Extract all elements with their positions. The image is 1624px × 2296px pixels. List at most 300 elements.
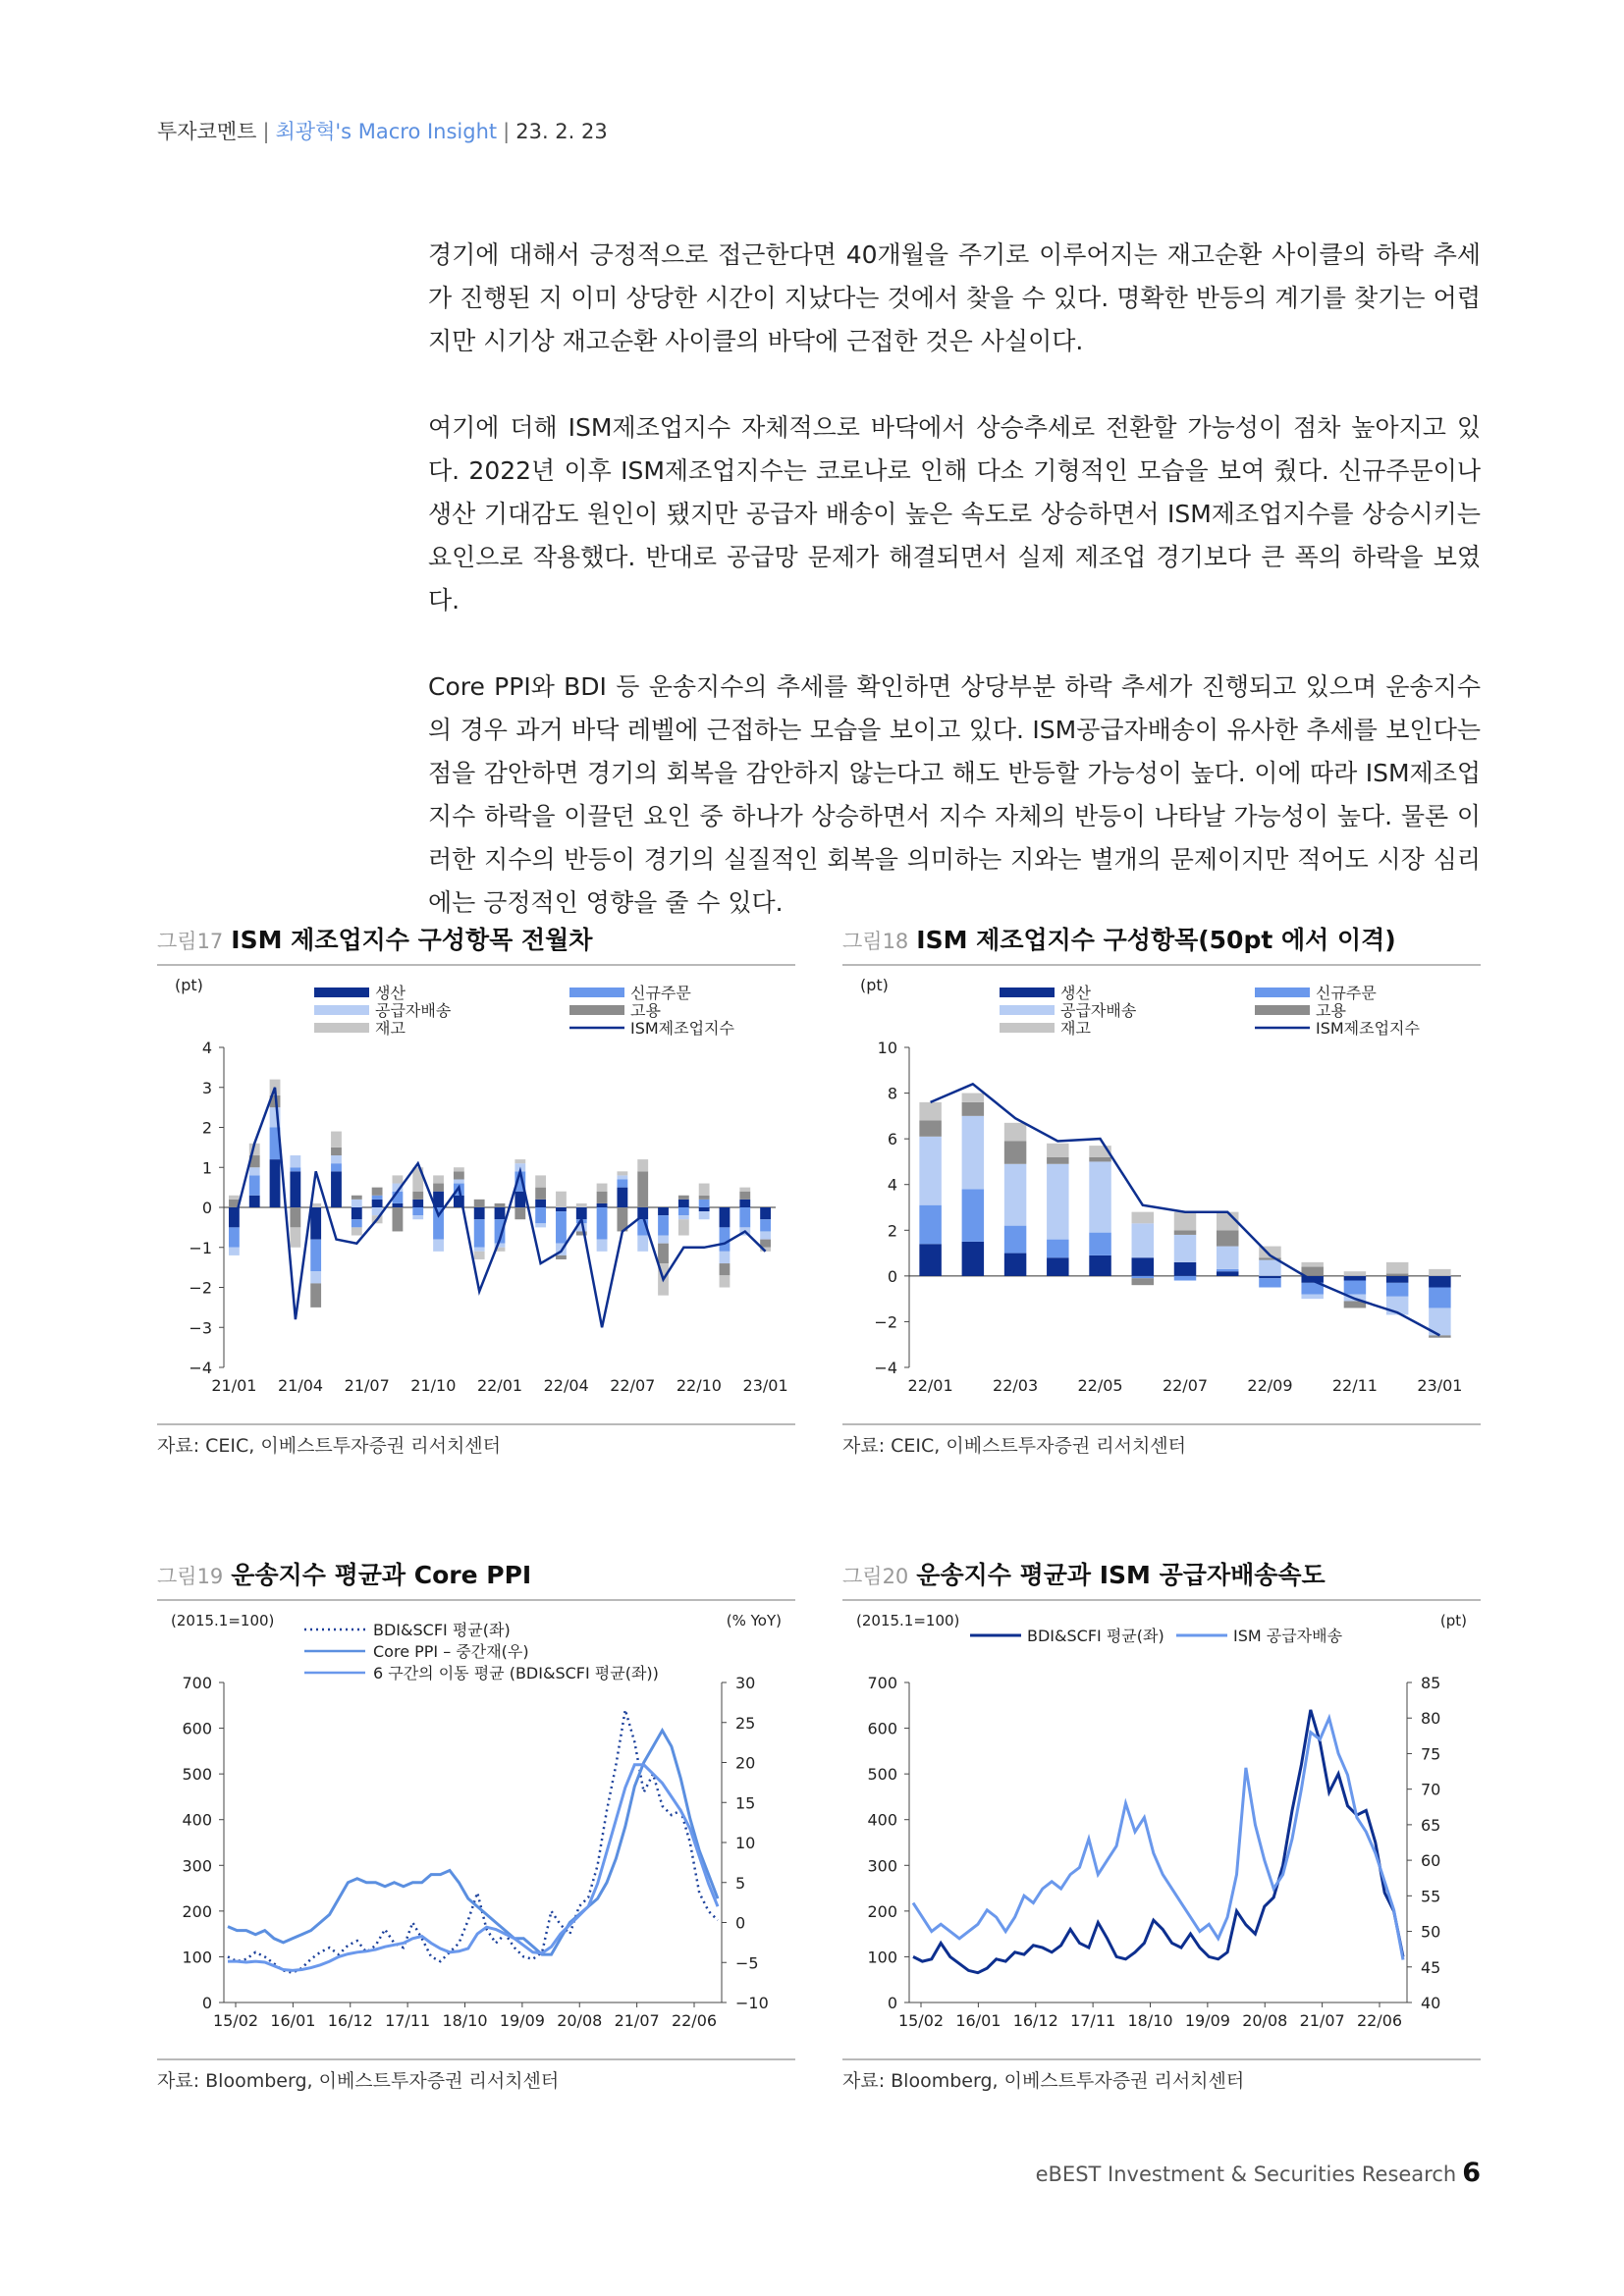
bar-신규주문 [1217, 1269, 1238, 1271]
bar-신규주문 [229, 1227, 240, 1247]
bar-고용 [658, 1244, 669, 1263]
y-tick-label: 0 [887, 1266, 897, 1286]
bar-생산 [1174, 1262, 1196, 1276]
legend-swatch [569, 988, 624, 997]
bar-공급자배송 [1004, 1164, 1026, 1226]
x-tick-label: 21/07 [1299, 2011, 1345, 2030]
y-left-tick-label: 200 [867, 1901, 897, 1921]
bar-재고 [1301, 1262, 1323, 1267]
bar-생산 [1132, 1257, 1154, 1276]
bar-신규주문 [535, 1207, 546, 1223]
bar-공급자배송 [1301, 1294, 1323, 1299]
figure-17-chart [157, 967, 795, 1418]
figure-17-source: 자료: CEIC, 이베스트투자증권 리서치센터 [157, 1423, 795, 1458]
bar-재고 [474, 1252, 485, 1259]
figure-19-number: 그림19 [157, 1565, 224, 1588]
bar-재고 [617, 1171, 627, 1175]
bar-공급자배송 [290, 1155, 300, 1167]
y-left-tick-label: 100 [182, 1948, 212, 1967]
bar-공급자배송 [658, 1236, 669, 1244]
bar-신규주문 [1174, 1276, 1196, 1281]
bar-고용 [962, 1102, 984, 1116]
bar-생산 [270, 1159, 281, 1207]
bar-고용 [1089, 1157, 1110, 1162]
legend-swatch [314, 1023, 369, 1033]
bar-재고 [919, 1102, 941, 1121]
bar-재고 [1047, 1144, 1068, 1157]
bar-고용 [474, 1200, 485, 1207]
bar-고용 [1386, 1274, 1408, 1276]
figure-17-number: 그림17 [157, 930, 224, 953]
bar-신규주문 [474, 1219, 485, 1248]
x-tick-label: 17/11 [385, 2011, 431, 2030]
figure-20-chart [842, 1602, 1481, 2054]
bar-생산 [678, 1200, 689, 1207]
bar-신규주문 [1089, 1233, 1110, 1255]
bar-공급자배송 [474, 1248, 485, 1252]
legend-label: Core PPI – 중간재(우) [373, 1642, 529, 1661]
y-axis-unit: (pt) [175, 976, 203, 994]
paragraph-2: 여기에 더해 ISM제조업지수 자체적으로 바닥에서 상승추세로 전환할 가능성이 점차 높아지고 있다. 2022년 이후 ISM제조업지수는 코로나로 인해 다소 기형적인 모습을 보여 줬다. 신규주문이나 생산 기대감도 원인이 됐지만 공급자 배송이 높은 속도로 상승하면서 ISM제조업지수를 상승시키는 요인으로 작용했다. 반대로 공급망 문제가 해결되면서 실제 제조업 경기보다 큰 폭의 하락을 보였다. [428, 413, 1481, 614]
x-tick-label: 22/09 [1247, 1376, 1293, 1395]
bar-생산 [474, 1207, 485, 1219]
bar-공급자배송 [229, 1248, 240, 1255]
x-tick-label: 22/07 [610, 1376, 656, 1395]
bar-재고 [1004, 1123, 1026, 1142]
bar-생산 [658, 1207, 669, 1215]
y-right-tick-label: 20 [735, 1753, 756, 1773]
y-tick-label: 6 [887, 1130, 897, 1149]
header-category: 투자코멘트 [157, 120, 257, 143]
legend-label: ISM제조업지수 [1316, 1019, 1420, 1038]
bar-생산 [352, 1207, 362, 1219]
bar-고용 [637, 1171, 648, 1207]
figure-19-title [157, 1556, 795, 1601]
bar-고용 [1132, 1278, 1154, 1285]
y-left-tick-label: 500 [867, 1765, 897, 1785]
legend-label: 신규주문 [630, 984, 691, 1002]
y-right-unit: (% YoY) [726, 1612, 782, 1629]
legend-label: 신규주문 [1316, 984, 1377, 1002]
bar-재고 [352, 1227, 362, 1235]
bar-신규주문 [919, 1205, 941, 1245]
figure-18-source: 자료: CEIC, 이베스트투자증권 리서치센터 [842, 1423, 1481, 1458]
bar-고용 [556, 1255, 567, 1259]
bar-고용 [1174, 1230, 1196, 1235]
x-tick-label: 15/02 [212, 2011, 259, 2030]
x-tick-label: 21/07 [344, 1376, 390, 1395]
bar-고용 [1217, 1230, 1238, 1246]
bar-생산 [1089, 1255, 1110, 1276]
x-tick-label: 22/05 [1077, 1376, 1123, 1395]
legend-label: BDI&SCFI 평균(좌) [1027, 1627, 1164, 1645]
y-tick-label: 0 [201, 1199, 212, 1217]
bar-고용 [433, 1184, 444, 1192]
y-right-tick-label: −10 [735, 1994, 769, 2012]
y-left-tick-label: 400 [182, 1810, 212, 1830]
page-number: 6 [1462, 2158, 1481, 2188]
y-right-tick-label: 75 [1421, 1744, 1441, 1764]
bar-공급자배송 [535, 1223, 546, 1227]
y-left-tick-label: 600 [182, 1719, 212, 1738]
line-series-0 [913, 1710, 1403, 1973]
bar-신규주문 [1429, 1288, 1450, 1308]
legend-label: 고용 [1316, 1001, 1346, 1020]
bar-공급자배송 [678, 1215, 689, 1219]
figure-20-number: 그림20 [842, 1565, 909, 1588]
bar-재고 [393, 1175, 404, 1183]
x-tick-label: 22/04 [543, 1376, 589, 1395]
y-tick-label: 3 [201, 1078, 212, 1097]
bar-신규주문 [597, 1207, 608, 1240]
bar-재고 [678, 1219, 689, 1235]
bar-고용 [1047, 1157, 1068, 1164]
bar-생산 [412, 1200, 423, 1207]
y-right-tick-label: 15 [735, 1793, 756, 1813]
y-left-tick-label: 200 [182, 1901, 212, 1921]
bar-재고 [290, 1227, 300, 1247]
bar-고용 [514, 1207, 525, 1219]
bar-생산 [249, 1196, 260, 1207]
bar-고용 [678, 1196, 689, 1200]
bar-생산 [495, 1207, 506, 1219]
bar-생산 [597, 1203, 608, 1207]
bar-생산 [1386, 1276, 1408, 1283]
bar-재고 [720, 1275, 731, 1287]
x-tick-label: 18/10 [1127, 2011, 1173, 2030]
figure-17-title [157, 921, 795, 966]
y-right-tick-label: 45 [1421, 1957, 1441, 1977]
y-left-unit: (2015.1=100) [171, 1612, 275, 1629]
x-tick-label: 22/10 [676, 1376, 722, 1395]
bar-재고 [576, 1203, 587, 1207]
bar-생산 [535, 1200, 546, 1207]
bar-생산 [617, 1188, 627, 1207]
bar-재고 [739, 1188, 750, 1192]
figure-19-title-text: 운송지수 평균과 Core PPI [231, 1561, 532, 1589]
bar-고용 [393, 1207, 404, 1231]
bar-공급자배송 [1047, 1164, 1068, 1240]
bar-신규주문 [617, 1179, 627, 1187]
y-left-tick-label: 0 [201, 1994, 212, 2012]
figure-18-number: 그림18 [842, 930, 909, 953]
bar-신규주문 [290, 1167, 300, 1171]
bar-신규주문 [658, 1215, 669, 1235]
bar-공급자배송 [1174, 1235, 1196, 1262]
bar-생산 [1429, 1276, 1450, 1288]
bar-재고 [1429, 1269, 1450, 1276]
bar-생산 [310, 1207, 321, 1240]
x-tick-label: 20/08 [1242, 2011, 1288, 2030]
bar-공급자배송 [637, 1236, 648, 1252]
bar-공급자배송 [249, 1167, 260, 1175]
x-tick-label: 22/06 [1356, 2011, 1403, 2030]
x-tick-label: 21/01 [211, 1376, 257, 1395]
bar-신규주문 [962, 1189, 984, 1242]
bar-고용 [1429, 1335, 1450, 1337]
x-tick-label: 22/03 [993, 1376, 1039, 1395]
y-right-unit: (pt) [1439, 1612, 1467, 1629]
bar-고용 [412, 1192, 423, 1200]
bar-생산 [1217, 1271, 1238, 1276]
bar-고용 [699, 1196, 710, 1200]
bar-재고 [699, 1184, 710, 1196]
bar-고용 [720, 1263, 731, 1275]
legend-label: 6 구간의 이동 평균 (BDI&SCFI 평균(좌)) [373, 1664, 659, 1682]
y-tick-label: 4 [887, 1175, 897, 1195]
bar-공급자배송 [760, 1231, 771, 1239]
y-left-tick-label: 600 [867, 1719, 897, 1738]
figure-20-title-text: 운송지수 평균과 ISM 공급자배송속도 [916, 1561, 1326, 1589]
y-right-tick-label: 0 [735, 1913, 746, 1933]
bar-고용 [290, 1207, 300, 1227]
legend-swatch [569, 1005, 624, 1015]
y-tick-label: −1 [189, 1238, 212, 1257]
bar-신규주문 [249, 1175, 260, 1195]
bar-신규주문 [1047, 1240, 1068, 1258]
y-left-tick-label: 700 [182, 1674, 212, 1692]
bar-공급자배송 [331, 1155, 342, 1163]
page-header: 투자코멘트 | 최광혁's Macro Insight | 23. 2. 23 [157, 120, 608, 143]
bar-재고 [514, 1159, 525, 1163]
x-tick-label: 22/06 [671, 2011, 718, 2030]
bar-생산 [962, 1242, 984, 1276]
legend-label: 생산 [1060, 984, 1091, 1002]
y-left-unit: (2015.1=100) [856, 1612, 960, 1629]
bar-고용 [372, 1188, 383, 1196]
bar-고용 [919, 1121, 941, 1137]
x-tick-label: 16/12 [327, 2011, 373, 2030]
bar-생산 [720, 1207, 731, 1227]
bar-공급자배송 [1259, 1260, 1280, 1276]
bar-생산 [1047, 1257, 1068, 1276]
x-tick-label: 17/11 [1070, 2011, 1116, 2030]
bar-공급자배송 [720, 1252, 731, 1263]
bar-재고 [637, 1159, 648, 1171]
y-right-tick-label: −5 [735, 1953, 759, 1973]
bar-고용 [331, 1148, 342, 1155]
bar-생산 [372, 1200, 383, 1207]
bar-신규주문 [678, 1207, 689, 1215]
bar-고용 [597, 1192, 608, 1203]
bar-생산 [739, 1200, 750, 1207]
legend-swatch [1255, 1005, 1310, 1015]
bar-신규주문 [1004, 1226, 1026, 1254]
legend-label: 생산 [375, 984, 406, 1002]
line-series-2 [228, 1765, 718, 1971]
y-left-tick-label: 100 [867, 1948, 897, 1967]
bar-고용 [535, 1188, 546, 1200]
x-tick-label: 20/08 [557, 2011, 603, 2030]
y-right-tick-label: 25 [735, 1713, 756, 1733]
bar-재고 [1344, 1271, 1366, 1276]
y-tick-label: −4 [874, 1359, 897, 1377]
bar-신규주문 [1386, 1283, 1408, 1297]
y-tick-label: −2 [874, 1312, 897, 1332]
x-tick-label: 16/01 [270, 2011, 316, 2030]
figure-20-source: 자료: Bloomberg, 이베스트투자증권 리서치센터 [842, 2058, 1481, 2093]
bar-공급자배송 [352, 1200, 362, 1207]
x-tick-label: 15/02 [897, 2011, 945, 2030]
bar-재고 [597, 1184, 608, 1192]
figure-19-source: 자료: Bloomberg, 이베스트투자증권 리서치센터 [157, 2058, 795, 2093]
y-right-tick-label: 60 [1421, 1851, 1441, 1871]
bar-재고 [433, 1175, 444, 1183]
legend-label: 재고 [375, 1019, 406, 1038]
x-tick-label: 21/07 [614, 2011, 660, 2030]
y-left-tick-label: 400 [867, 1810, 897, 1830]
bar-신규주문 [1344, 1281, 1366, 1295]
y-tick-label: 2 [887, 1221, 897, 1241]
y-tick-label: −2 [189, 1278, 212, 1298]
y-left-tick-label: 0 [887, 1994, 897, 2012]
bar-생산 [760, 1207, 771, 1219]
x-tick-label: 21/04 [278, 1376, 324, 1395]
legend-swatch [314, 1005, 369, 1015]
bar-생산 [331, 1171, 342, 1207]
x-tick-label: 21/10 [410, 1376, 457, 1395]
y-right-tick-label: 80 [1421, 1709, 1441, 1729]
bar-생산 [699, 1207, 710, 1211]
x-tick-label: 16/12 [1012, 2011, 1058, 2030]
x-tick-label: 23/01 [1417, 1376, 1463, 1395]
bar-고용 [454, 1171, 464, 1179]
x-tick-label: 22/01 [907, 1376, 953, 1395]
x-tick-label: 22/07 [1162, 1376, 1209, 1395]
x-tick-label: 22/11 [1331, 1376, 1378, 1395]
y-tick-label: 4 [201, 1039, 212, 1057]
bar-재고 [1132, 1212, 1154, 1224]
legend-swatch [1000, 1023, 1055, 1033]
legend-label: ISM제조업지수 [630, 1019, 734, 1038]
bar-공급자배송 [1132, 1223, 1154, 1257]
y-right-tick-label: 50 [1421, 1922, 1441, 1942]
bar-생산 [393, 1203, 404, 1207]
y-right-tick-label: 70 [1421, 1780, 1441, 1799]
y-tick-label: −4 [189, 1359, 212, 1377]
x-tick-label: 19/09 [499, 2011, 545, 2030]
legend-label: BDI&SCFI 평균(좌) [373, 1621, 511, 1639]
y-right-tick-label: 40 [1421, 1994, 1441, 2012]
y-right-tick-label: 85 [1421, 1674, 1441, 1692]
y-right-tick-label: 65 [1421, 1815, 1441, 1835]
legend-label: ISM 공급자배송 [1233, 1627, 1343, 1645]
figure-19-chart [157, 1602, 795, 2054]
legend-swatch [1000, 988, 1055, 997]
bar-신규주문 [699, 1200, 710, 1207]
bar-신규주문 [372, 1196, 383, 1200]
x-tick-label: 16/01 [955, 2011, 1001, 2030]
page-footer [1036, 2158, 1481, 2188]
bar-공급자배송 [310, 1271, 321, 1283]
figure-20-title [842, 1556, 1481, 1601]
figure-17-title-text: ISM 제조업지수 구성항목 전월차 [231, 926, 593, 954]
legend-swatch [1000, 1005, 1055, 1015]
bar-신규주문 [310, 1240, 321, 1272]
footer-text: eBEST Investment & Securities Research [1035, 2163, 1457, 2186]
bar-신규주문 [556, 1211, 567, 1244]
bar-고용 [1004, 1141, 1026, 1163]
bar-생산 [1259, 1276, 1280, 1278]
figure-18-title [842, 921, 1481, 966]
bar-신규주문 [331, 1163, 342, 1171]
header-series: 최광혁's Macro Insight [275, 120, 498, 143]
bar-재고 [1386, 1262, 1408, 1274]
bar-공급자배송 [699, 1211, 710, 1219]
bar-신규주문 [1132, 1276, 1154, 1278]
y-left-tick-label: 300 [867, 1856, 897, 1876]
bar-공급자배송 [1217, 1247, 1238, 1269]
legend-label: 공급자배송 [375, 1001, 452, 1020]
figure-18-chart [842, 967, 1481, 1418]
header-date: 23. 2. 23 [515, 120, 608, 143]
bar-공급자배송 [597, 1240, 608, 1252]
y-tick-label: −3 [189, 1318, 212, 1338]
y-left-tick-label: 300 [182, 1856, 212, 1876]
y-tick-label: 10 [877, 1039, 897, 1057]
bar-공급자배송 [919, 1137, 941, 1205]
paragraph-1: 경기에 대해서 긍정적으로 접근한다면 40개월을 주기로 이루어지는 재고순환 사이클의 하락 추세가 진행된 지 이미 상당한 시간이 지났다는 것에서 찾을 수 있다. 명확한 반등의 계기를 찾기는 어렵지만 시기상 재고순환 사이클의 바닥에 근접한 것은 사실이다. [428, 240, 1481, 355]
y-left-tick-label: 500 [182, 1765, 212, 1785]
bar-재고 [1174, 1212, 1196, 1231]
bar-생산 [1344, 1276, 1366, 1281]
bar-재고 [331, 1132, 342, 1148]
legend-swatch [1255, 988, 1310, 997]
bar-재고 [962, 1094, 984, 1102]
bar-재고 [454, 1167, 464, 1171]
bar-재고 [556, 1192, 567, 1207]
bar-공급자배송 [433, 1240, 444, 1252]
bar-고용 [352, 1196, 362, 1200]
bar-고용 [739, 1192, 750, 1200]
x-tick-label: 18/10 [442, 2011, 488, 2030]
bar-공급자배송 [454, 1179, 464, 1183]
bar-신규주문 [720, 1227, 731, 1251]
y-tick-label: 1 [201, 1158, 212, 1178]
bar-생산 [1004, 1254, 1026, 1276]
bar-신규주문 [739, 1207, 750, 1227]
y-tick-label: 2 [201, 1118, 212, 1138]
paragraph-3: Core PPI와 BDI 등 운송지수의 추세를 확인하면 상당부분 하락 추세가 진행되고 있으며 운송지수의 경우 과거 바닥 레벨에 근접하는 모습을 보이고 있다. ISM공급자배송이 유사한 추세를 보인다는 점을 감안하면 경기의 회복을 감안하지 않는다고 해도 반등할 가능성이 높다. 이에 따라 ISM제조업지수 하락을 이끌던 요인 중 하나가 상승하면서 지수 자체의 반등이 나타날 가능성이 높다. 물론 이러한 지수의 반등이 경기의 실질적인 회복을 의미하는 지와는 별개의 문제이지만 적어도 시장 심리에는 긍정적인 영향을 줄 수 있다. [428, 672, 1481, 917]
body-text [428, 234, 1481, 968]
legend-label: 고용 [630, 1001, 661, 1020]
y-right-tick-label: 5 [735, 1873, 746, 1893]
y-left-tick-label: 700 [867, 1674, 897, 1692]
bar-신규주문 [412, 1207, 423, 1215]
bar-신규주문 [1259, 1278, 1280, 1287]
bar-생산 [290, 1171, 300, 1207]
figure-18-title-text: ISM 제조업지수 구성항목(50pt 에서 이격) [916, 926, 1396, 954]
bar-생산 [919, 1244, 941, 1276]
bar-공급자배송 [412, 1215, 423, 1219]
bar-고용 [310, 1283, 321, 1307]
x-tick-label: 19/09 [1184, 2011, 1230, 2030]
bar-신규주문 [352, 1219, 362, 1227]
y-axis-unit: (pt) [860, 976, 889, 994]
x-tick-label: 22/01 [476, 1376, 523, 1395]
bar-고용 [495, 1203, 506, 1207]
bar-생산 [556, 1207, 567, 1211]
x-tick-label: 23/01 [742, 1376, 788, 1395]
legend-label: 재고 [1060, 1019, 1091, 1038]
y-tick-label: 8 [887, 1084, 897, 1103]
bar-재고 [535, 1175, 546, 1187]
bar-공급자배송 [962, 1116, 984, 1190]
y-right-tick-label: 55 [1421, 1887, 1441, 1906]
legend-swatch [314, 988, 369, 997]
bar-공급자배송 [617, 1175, 627, 1179]
y-right-tick-label: 30 [735, 1674, 756, 1692]
